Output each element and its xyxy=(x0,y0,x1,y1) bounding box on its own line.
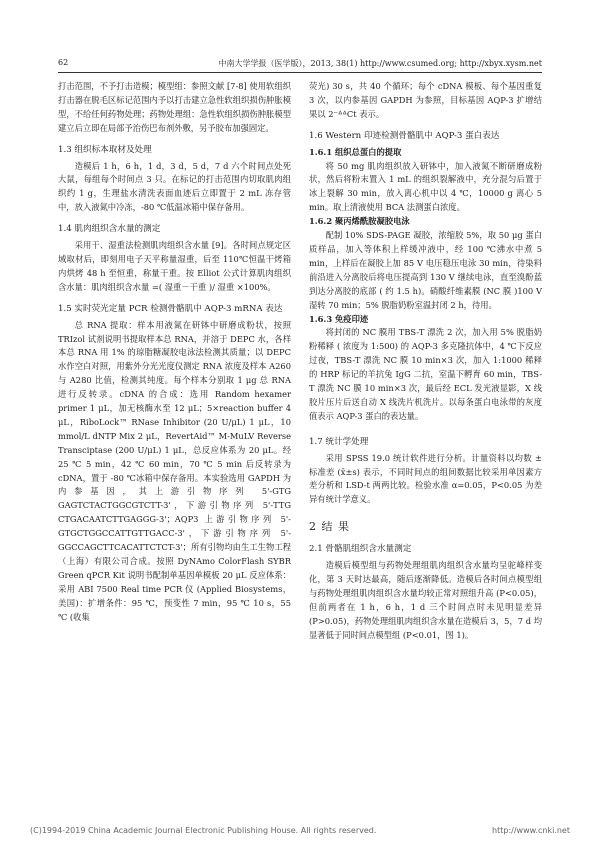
body-paragraph: 采用 SPSS 19.0 统计软件进行分析。计量资料以均数 ± 标准差 (x̄±s) 表示，不同时间点的组间数据比较采用单因素方差分析和 LSD-t 两两比较。检验水准 α=0.05，P<0.05 为差异有统计学意义。 xyxy=(309,452,542,505)
subsection-heading: 1.3 组织标本取材及处理 xyxy=(58,144,152,155)
footer-url: http://www.cnki.net xyxy=(492,826,570,835)
subsection-heading: 1.7 统计学处理 xyxy=(309,436,369,447)
body-paragraph: 采用干、湿重法检测肌肉组织含水量 [9]。各时间点规定区域取材后，即刻用电子天平称量湿重，后至 110℃恒温干烤箱内烘烤 48 h 至恒重，称量干重。按 Elliot 公式计算肌肉组织含水量：肌肉组织含水量 =( 湿重－干重 )/ 湿重 ×100%。 xyxy=(58,240,291,292)
right-column xyxy=(309,80,542,643)
copyright-notice: (C)1994-2019 China Academic Journal Electronic Publishing House. All rights reserved. xyxy=(30,826,377,835)
journal-citation: 中南大学学报（医学版），2013, 38(1) http://www.csumed.org; http://xbyx.xysm.net xyxy=(218,59,542,68)
subsection-heading: 1.6 Western 印迹检测骨骼肌中 AQP-3 蛋白表达 xyxy=(309,130,500,141)
section-heading: 2 结 果 xyxy=(309,520,350,534)
body-paragraph: 造模后 1 h，6 h，1 d，3 d，5 d，7 d 六个时间点处死大鼠，每组每个时间点 3 只。在标记的打击范围内切取肌肉组织约 1 g，生理盐水清洗表面血迹后立即置于 2 mL 冻存管中，放入液氮中冷冻，-80 ℃低温冰箱中保存备用。 xyxy=(58,160,291,213)
left-column xyxy=(58,80,291,625)
body-paragraph: 将封闭的 NC 膜用 TBS-T 漂洗 2 次，加入用 5% 脱脂奶粉稀释 ( 浓度为 1:500) 的 AQP-3 多克隆抗体中，4 ℃下反应过夜，TBS-T 漂洗 NC 膜 10 min×3 次，加入 1:1000 稀释的 HRP 标记的羊抗兔 IgG 二抗，室温下孵育 60 min，TBS-T 漂洗 NC 膜 10 min×3 次，最后经 ECL 发光液显影，X 线胶片压片后送自动 X 线洗片机洗片。以每条蛋白电泳带的灰度值表示 AQP-3 蛋白的表达量。 xyxy=(309,327,542,421)
body-paragraph: 荧光) 30 s，共 40 个循环；每个 cDNA 模板、每个基因重复 3 次，以内参基因 GAPDH 为参照，目标基因 AQP-3 扩增结果以 2⁻ᐞᐞCt 表示。 xyxy=(309,81,542,119)
body-paragraph: 造模后模型组与药物处理组肌肉组织含水量均呈驼峰样变化，第 3 天时达最高，随后逐渐降低。造模后各时间点模型组与药物处理组肌肉组织含水量均较正常对照组升高 (P<0.05)，但前两者在 1 h，6 h，1 d 三个时间点时未见明显差异 (P>0.05)，药物处理组肌肉组织含水量在造模后 3，5，7 d 均显著低于同时间点模型组 (P<0.01，图 1)。 xyxy=(309,560,542,640)
subsection-heading: 1.5 实时荧光定量 PCR 检测骨骼肌中 AQP-3 mRNA 表达 xyxy=(58,303,283,314)
sub-subsection-heading: 1.6.3 免疫印迹 xyxy=(309,313,369,324)
body-paragraph: 将 50 mg 肌肉组织放入研钵中，加入液氮不断研磨成粉状，然后将粉末置入 1 mL 的组织裂解液中，充分混匀后置于冰上裂解 30 min，放入离心机中以 4 ℃，10000 g 离心 5 min。取上清液使用 BCA 法测蛋白浓度。 xyxy=(309,160,542,213)
body-paragraph: 打击范围，不予打击造模；模型组：参照文献 [7-8] 使用软组织打击器在脱毛区标记范围内予以打击建立急性软组织损伤肿胀模型，不给任何药物处理；药物处理组：急性软组织损伤肿胀模型建立后立即在局部予治伤巴布剂外敷，另予胶布加强固定。 xyxy=(58,81,291,133)
subsection-heading: 1.4 肌肉组织含水量的测定 xyxy=(58,224,161,235)
sub-subsection-heading: 1.6.1 组织总蛋白的提取 xyxy=(309,146,402,157)
sub-subsection-heading: 1.6.2 聚丙烯酰胺凝胶电泳 xyxy=(309,216,410,227)
running-header xyxy=(58,58,542,72)
page-number: 62 xyxy=(58,58,69,67)
header-rule xyxy=(58,72,542,73)
body-paragraph: 配制 10% SDS-PAGE 凝胶，浓缩胶 5%，取 50 μg 蛋白质样品，加入等体积上样缓冲液中，经 100 ℃沸水中煮 5 min，上样后在凝胶上加 85 V 电压稳压电泳 30 min，待染料前沿进入分离胶后将电压提高到 130 V 继续电泳，直至溴酚蓝到达分离胶的底部 ( 约 1.5 h)。硝酸纤维素膜 (NC 膜 )100 V 湿转 70 min；5% 脱脂奶粉室温封闭 2 h，待用。 xyxy=(309,230,542,310)
subsection-heading: 2.1 骨骼肌组织含水量测定 xyxy=(309,544,412,555)
body-paragraph: 总 RNA 提取：样本用液氮在研钵中研磨成粉状，按照 TRIzol 试剂说明书提取样本总 RNA，并溶于 DEPC 水，各样本总 RNA 用 1% 的琼脂糖凝胶电泳法检测其质量；以 DEPC 水作空白对照，用紫外分光光度仪测定 RNA 浓度及样本 A260 与 A280 比值，检测其纯度。每个样本分别取 1 μg 总 RNA 进行反转录。cDNA 的合成：选用 Random hexamer primer 1 μL，加无核酶水至 12 μL；5×reaction buffer 4 μL，RiboLock™ RNase Inhibitor (20 U/μL) 1 μL，10 mmol/L dNTP Mix 2 μL，RevertAid™ M-MuLV Reverse Transciptase (200 U/μL) 1 μL，总反应体系为 20 μL。经 25 ℃ 5 min，42 ℃ 60 min，70 ℃ 5 min 后反转录为 cDNA，置于 -80 ℃冰箱中保存备用。本实验选用 GAPDH 为内参基因，其上游引物序列 5'-GTG GAGTCTACTGGCGTCTT-3'，下游引物序列 5'-TTG CTGACAATCTTGAGGG-3'；AQP3 上游引物序列 5'-GTGCTGGCCATTGTTGACC-3'，下游引物序列 5'-GGCCAGCTTCACATTCTCT-3'；所有引物均由生工生物工程（上海）有限公司合成。按照 DyNAmo ColorFlash SYBR Green qPCR Kit 说明书配制单基因单模板 20 μL 反应体系：采用 ABI 7500 Real time PCR 仪 (Applied Biosystems，美国)：扩增条件：95 ℃，预变性 7 min，95 ℃ 10 s，55 ℃ (收集 xyxy=(58,319,291,622)
